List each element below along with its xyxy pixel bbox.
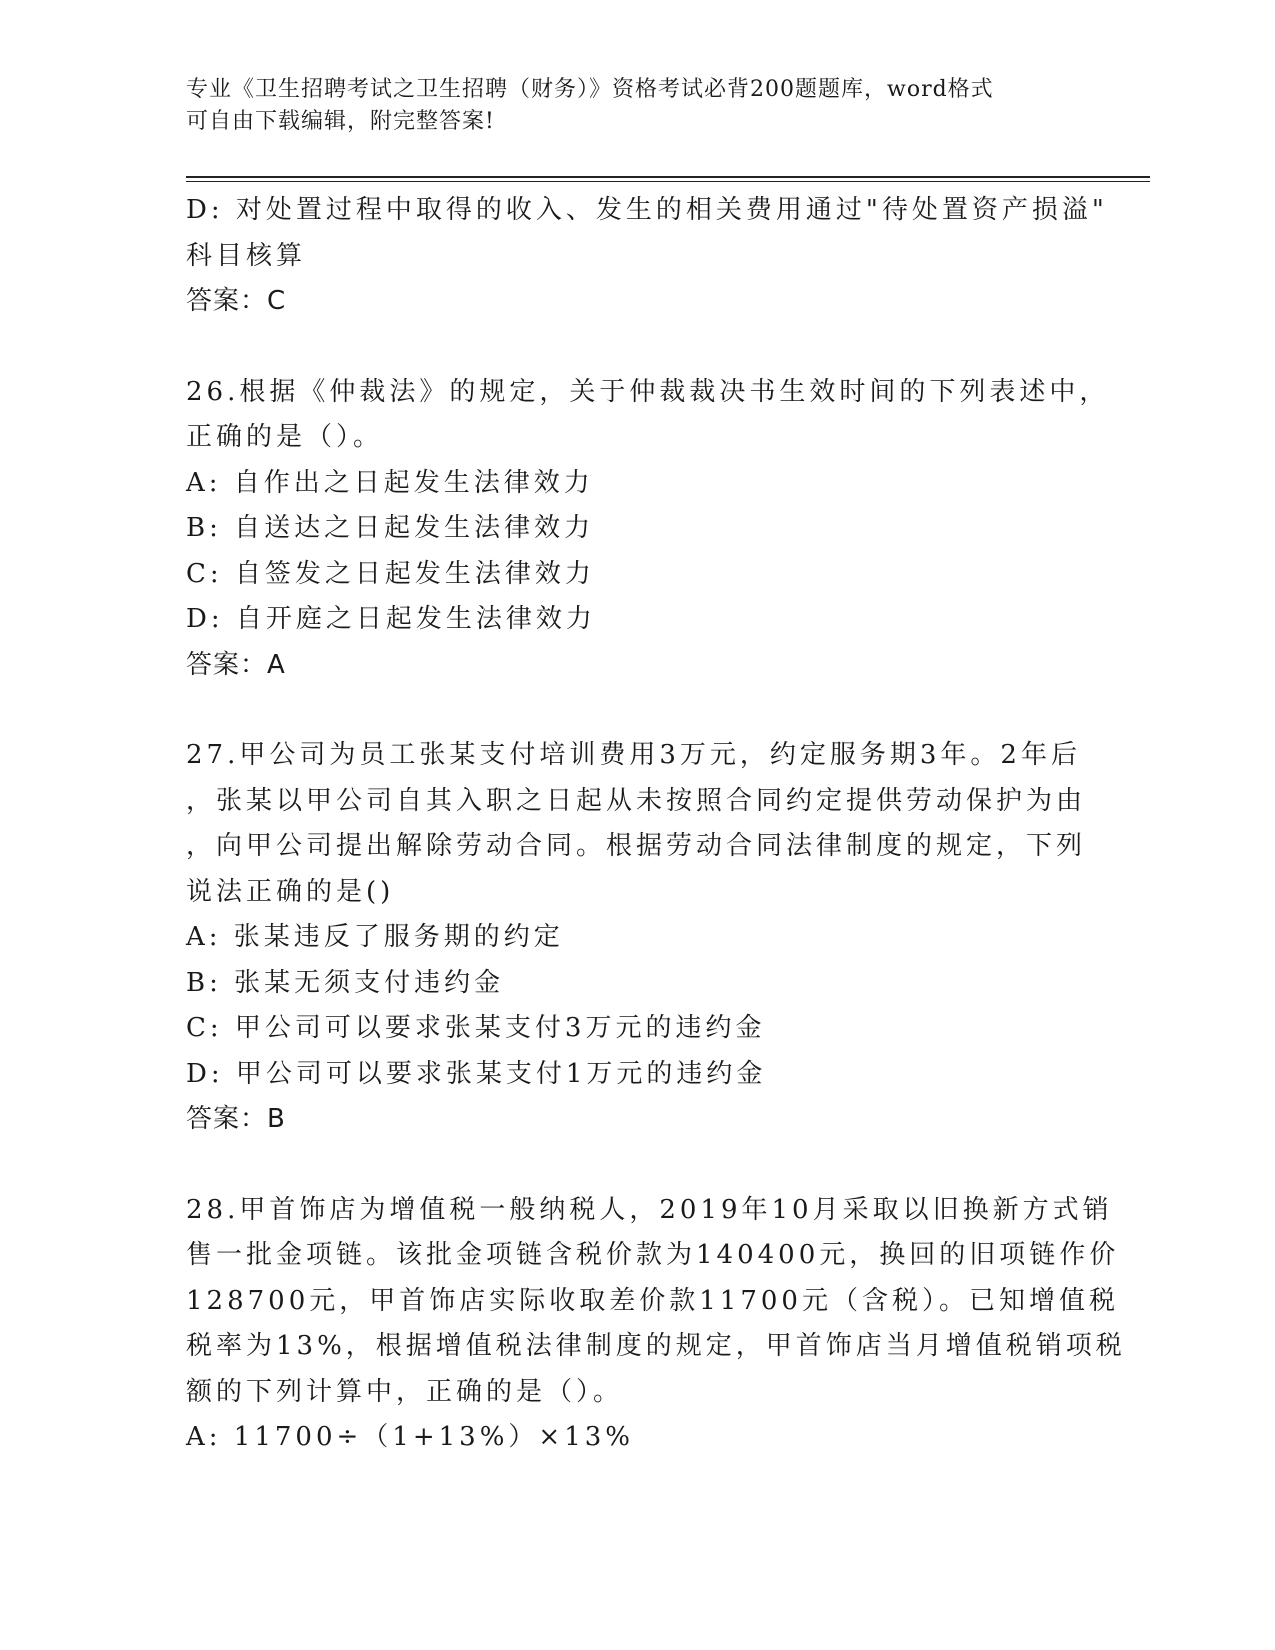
- question-28-stem-5: 额的下列计算中，正确的是（）。: [186, 1376, 624, 1407]
- option-d-line-2: 科目核算: [186, 240, 307, 271]
- header-line-2: 可自由下载编辑，附完整答案!: [186, 109, 495, 134]
- question-26-stem-1: 26.根据《仲裁法》的规定，关于仲裁裁决书生效时间的下列表述中，: [186, 376, 1110, 407]
- question-28-stem-2: 售一批金项链。该批金项链含税价款为140400元，换回的旧项链作价: [186, 1240, 1120, 1270]
- header-rule-thick: [186, 176, 1150, 178]
- spacer: [186, 688, 1086, 733]
- header-rule-thin: [186, 181, 1150, 182]
- question-28-stem-4: 税率为13%，根据增值税法律制度的规定，甲首饰店当月增值税销项税: [186, 1331, 1126, 1361]
- option-d-line-1: D: 对处置过程中取得的收入、发生的相关费用通过"待处置资产损溢": [186, 195, 1108, 225]
- header-line-1: 专业《卫生招聘考试之卫生招聘（财务）》资格考试必背200题题库，word格式: [186, 77, 994, 102]
- spacer: [186, 325, 1086, 370]
- answer-27: 答案：B: [186, 1104, 286, 1134]
- question-27-stem-1: 27.甲公司为员工张某支付培训费用3万元，约定服务期3年。2年后: [186, 740, 1081, 770]
- question-28-stem-3: 128700元，甲首饰店实际收取差价款11700元（含税）。已知增值税: [186, 1285, 1119, 1316]
- question-27-option-d: D: 甲公司可以要求张某支付1万元的违约金: [186, 1058, 767, 1089]
- question-27-option-b: B: 张某无须支付违约金: [186, 967, 505, 998]
- question-28-option-a: A: 11700÷（1+13%）×13%: [186, 1422, 634, 1452]
- question-block-25: [186, 188, 1108, 325]
- answer-26: 答案：A: [186, 649, 286, 680]
- question-block-26: [186, 370, 1110, 689]
- answer-25: 答案：C: [186, 286, 287, 316]
- question-27-stem-2: ，张某以甲公司自其入职之日起从未按照合同约定提供劳动保护为由: [186, 785, 1087, 816]
- question-content: [186, 188, 1126, 1461]
- question-26-option-a: A: 自作出之日起发生法律效力: [186, 467, 594, 498]
- page-header: [186, 74, 1066, 138]
- question-28-stem-1: 28.甲首饰店为增值税一般纳税人，2019年10月采取以旧换新方式销: [186, 1194, 1113, 1225]
- question-27-option-c: C: 甲公司可以要求张某支付3万元的违约金: [186, 1013, 766, 1043]
- spacer: [186, 1143, 1086, 1188]
- question-26-stem-2: 正确的是（）。: [186, 422, 384, 452]
- question-27-stem-4: 说法正确的是(): [186, 876, 395, 907]
- question-27-option-a: A: 张某违反了服务期的约定: [186, 922, 564, 952]
- question-26-option-b: B: 自送达之日起发生法律效力: [186, 513, 595, 543]
- question-26-option-c: C: 自签发之日起发生法律效力: [186, 558, 595, 589]
- question-27-stem-3: ，向甲公司提出解除劳动合同。根据劳动合同法律制度的规定，下列: [186, 831, 1087, 861]
- question-block-27: [186, 733, 1086, 1143]
- question-block-28: [186, 1188, 1126, 1461]
- question-26-option-d: D: 自开庭之日起发生法律效力: [186, 604, 596, 634]
